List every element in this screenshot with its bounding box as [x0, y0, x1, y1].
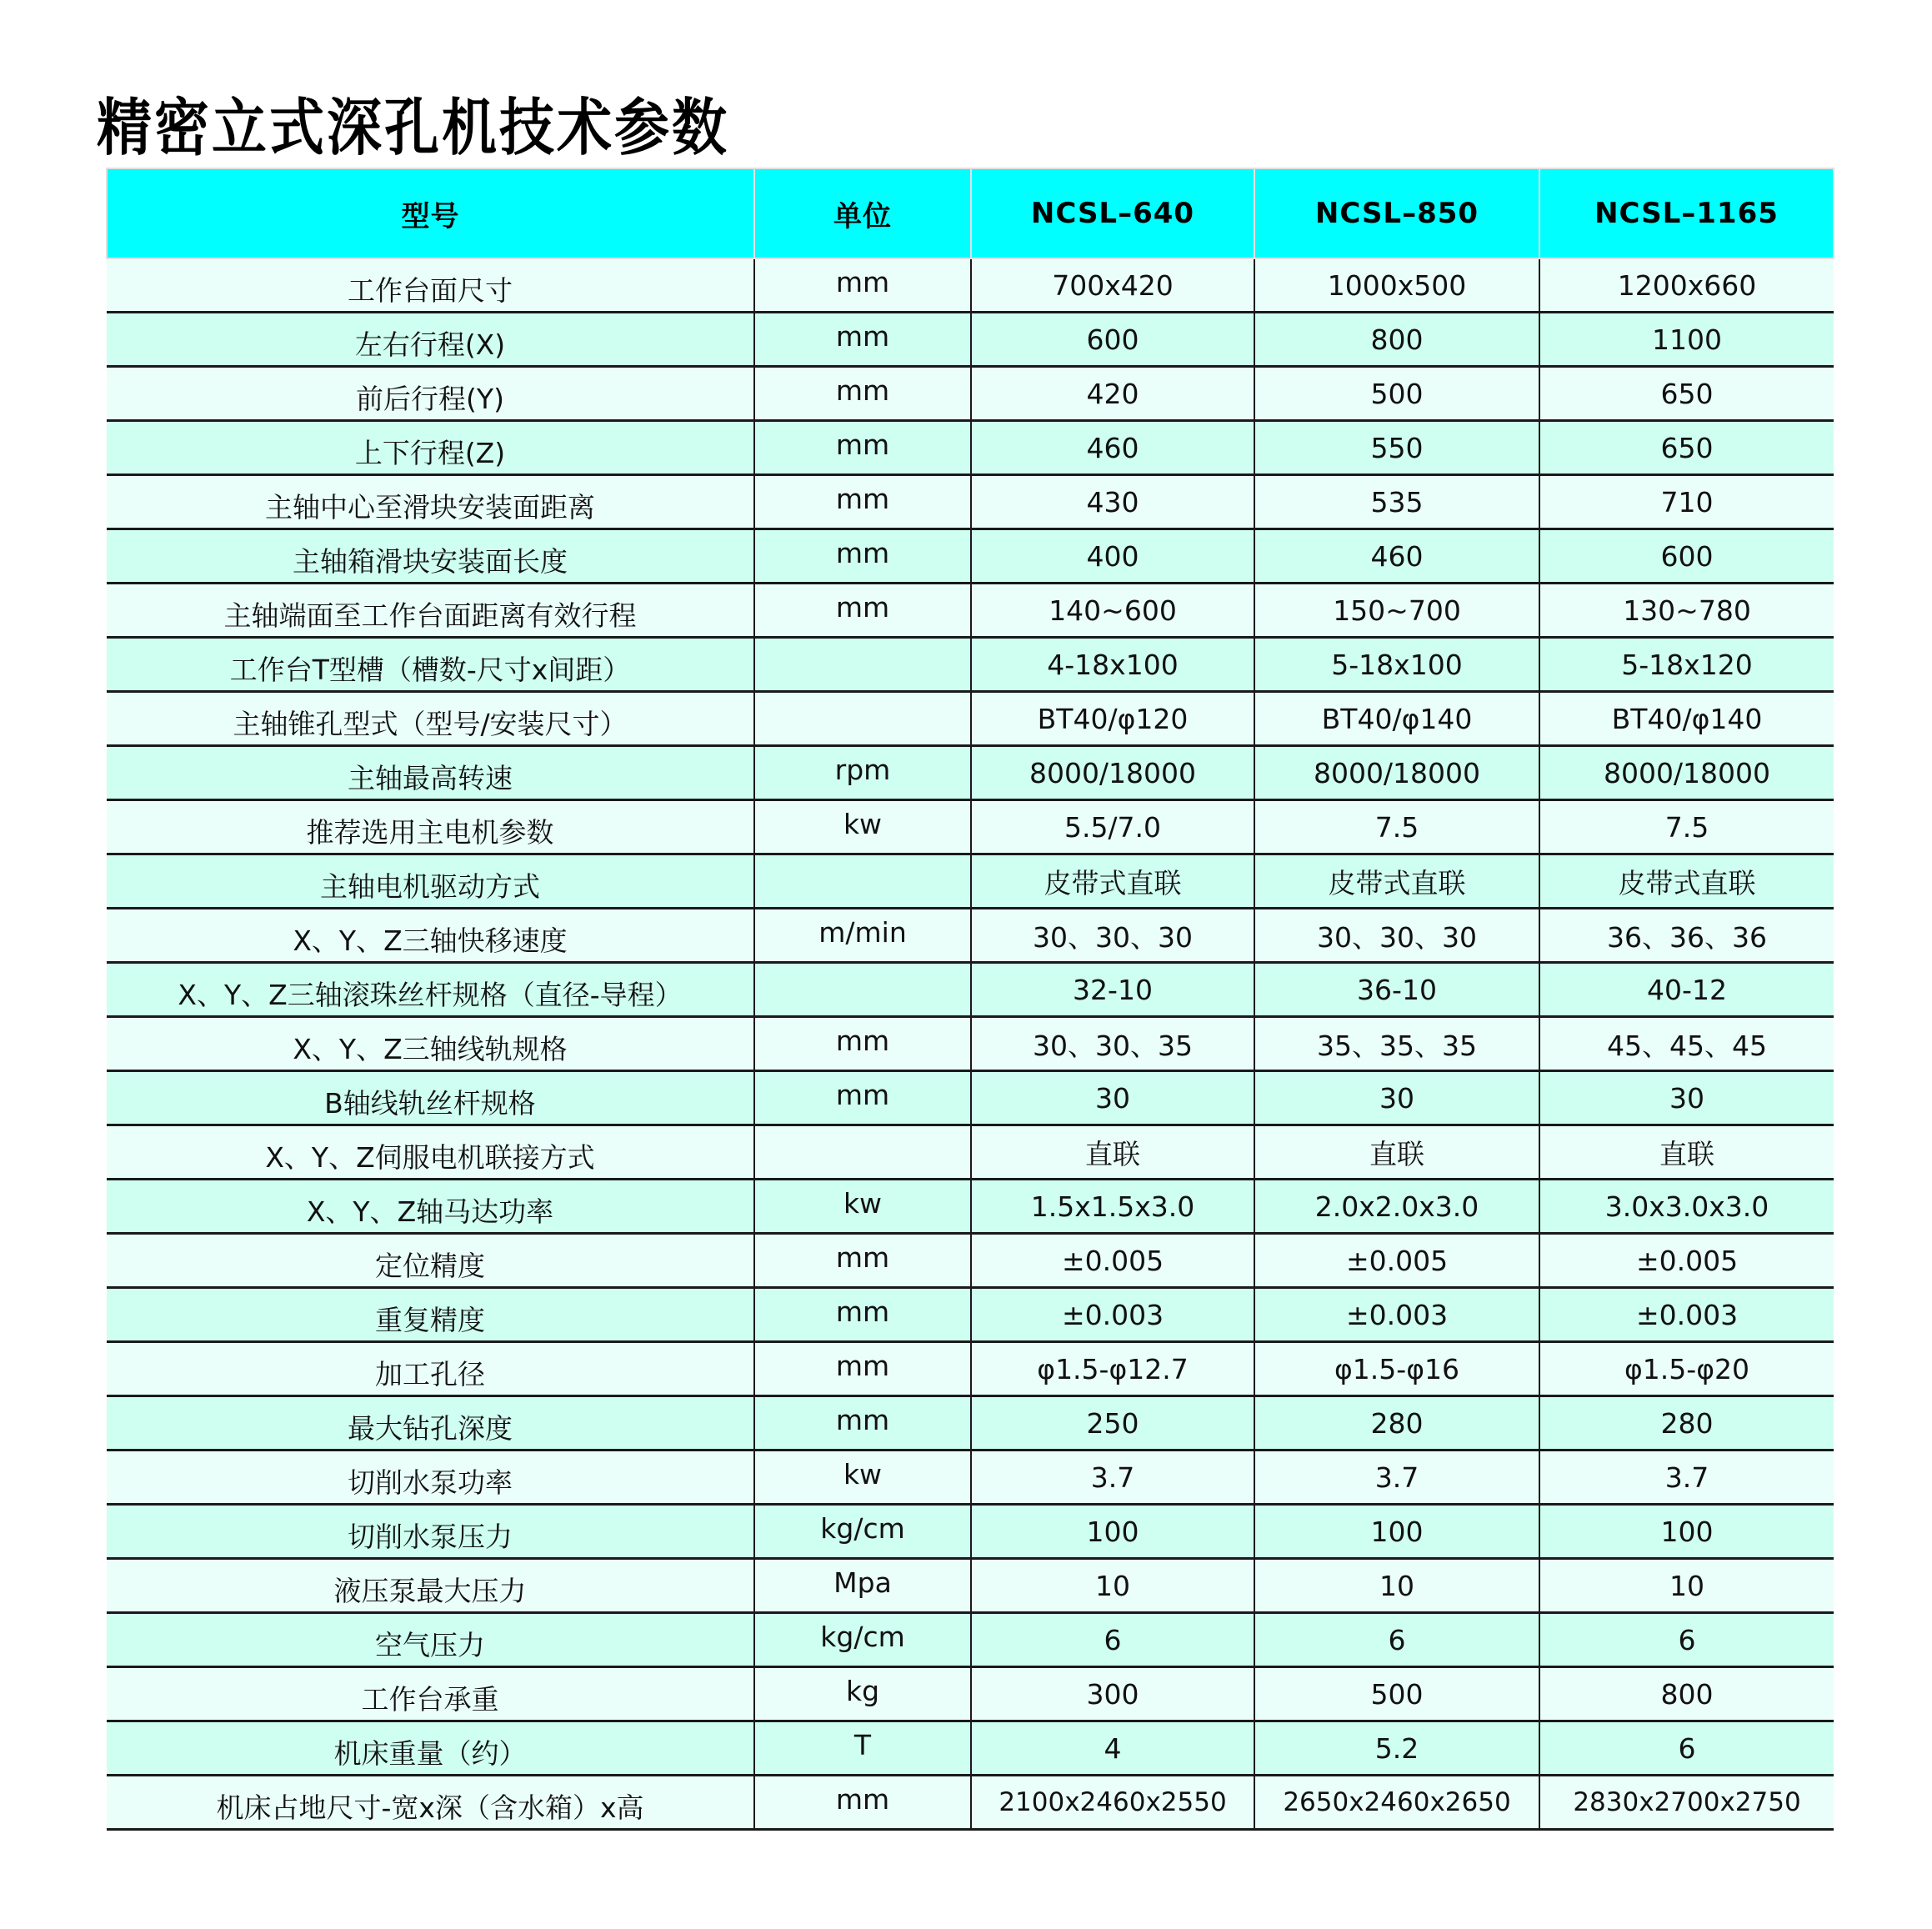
unit-value: mm [754, 421, 971, 475]
param-name: 主轴箱滑块安装面长度 [107, 529, 754, 584]
header-row [107, 168, 1834, 258]
value-ncsl-850: 1000x500 [1254, 258, 1539, 313]
table-row [107, 1017, 1834, 1071]
value-ncsl-640: 2100x2460x2550 [971, 1776, 1254, 1830]
value-ncsl-1165: 36、36、36 [1539, 909, 1834, 963]
value-ncsl-640: 8000/18000 [971, 746, 1254, 800]
table-row [107, 1776, 1834, 1830]
unit-value [754, 638, 971, 692]
table-row [107, 1180, 1834, 1234]
value-ncsl-850: 直联 [1254, 1125, 1539, 1180]
header-model-label: 型号 [107, 168, 754, 258]
table-row [107, 475, 1834, 529]
unit-value: mm [754, 1017, 971, 1071]
header-unit-label: 单位 [754, 168, 971, 258]
param-name: 最大钻孔深度 [107, 1396, 754, 1451]
value-ncsl-640: 300 [971, 1667, 1254, 1721]
value-ncsl-1165: 1100 [1539, 313, 1834, 367]
param-name: 加工孔径 [107, 1342, 754, 1396]
value-ncsl-1165: 7.5 [1539, 800, 1834, 854]
value-ncsl-640: 600 [971, 313, 1254, 367]
value-ncsl-850: ±0.003 [1254, 1288, 1539, 1342]
header-model-ncsl-640: NCSL–640 [971, 168, 1254, 258]
table-row [107, 909, 1834, 963]
value-ncsl-640: 皮带式直联 [971, 854, 1254, 909]
value-ncsl-850: 550 [1254, 421, 1539, 475]
page-title: 精密立式深孔机技术参数 [97, 91, 729, 164]
value-ncsl-1165: 直联 [1539, 1125, 1834, 1180]
value-ncsl-850: 150~700 [1254, 584, 1539, 638]
unit-value: kg/cm [754, 1505, 971, 1559]
unit-value: kg/cm [754, 1613, 971, 1667]
table-row [107, 692, 1834, 746]
value-ncsl-850: 6 [1254, 1613, 1539, 1667]
value-ncsl-640: BT40/φ120 [971, 692, 1254, 746]
table-row [107, 1342, 1834, 1396]
value-ncsl-640: 30、30、35 [971, 1017, 1254, 1071]
table-row [107, 258, 1834, 313]
unit-value [754, 963, 971, 1017]
table-row [107, 367, 1834, 421]
value-ncsl-640: 420 [971, 367, 1254, 421]
value-ncsl-640: 10 [971, 1559, 1254, 1613]
unit-value: rpm [754, 746, 971, 800]
unit-value: mm [754, 367, 971, 421]
value-ncsl-640: ±0.005 [971, 1234, 1254, 1288]
header-model-ncsl-1165: NCSL–1165 [1539, 168, 1834, 258]
value-ncsl-1165: 600 [1539, 529, 1834, 584]
table-row [107, 1396, 1834, 1451]
param-name: 工作台T型槽（槽数-尺寸x间距） [107, 638, 754, 692]
unit-value: mm [754, 1396, 971, 1451]
unit-value: kw [754, 800, 971, 854]
value-ncsl-1165: 5-18x120 [1539, 638, 1834, 692]
param-name: B轴线轨丝杆规格 [107, 1071, 754, 1125]
value-ncsl-1165: φ1.5-φ20 [1539, 1342, 1834, 1396]
value-ncsl-1165: 40-12 [1539, 963, 1834, 1017]
value-ncsl-640: 直联 [971, 1125, 1254, 1180]
unit-value: mm [754, 258, 971, 313]
table-row [107, 1288, 1834, 1342]
table-row [107, 963, 1834, 1017]
param-name: 空气压力 [107, 1613, 754, 1667]
unit-value: mm [754, 584, 971, 638]
param-name: 液压泵最大压力 [107, 1559, 754, 1613]
table-header [107, 168, 1834, 258]
value-ncsl-1165: 800 [1539, 1667, 1834, 1721]
value-ncsl-1165: 皮带式直联 [1539, 854, 1834, 909]
value-ncsl-1165: 650 [1539, 367, 1834, 421]
value-ncsl-1165: ±0.005 [1539, 1234, 1834, 1288]
header-model-ncsl-850: NCSL–850 [1254, 168, 1539, 258]
param-name: X、Y、Z三轴滚珠丝杆规格（直径-导程） [107, 963, 754, 1017]
value-ncsl-1165: 130~780 [1539, 584, 1834, 638]
table-row [107, 1451, 1834, 1505]
unit-value: mm [754, 1288, 971, 1342]
unit-value [754, 854, 971, 909]
spec-table [106, 168, 1834, 1831]
param-name: 工作台承重 [107, 1667, 754, 1721]
param-name: 左右行程(X) [107, 313, 754, 367]
value-ncsl-1165: 710 [1539, 475, 1834, 529]
value-ncsl-640: 6 [971, 1613, 1254, 1667]
param-name: 上下行程(Z) [107, 421, 754, 475]
unit-value: mm [754, 1234, 971, 1288]
param-name: 工作台面尺寸 [107, 258, 754, 313]
value-ncsl-850: BT40/φ140 [1254, 692, 1539, 746]
value-ncsl-1165: 10 [1539, 1559, 1834, 1613]
table-row [107, 313, 1834, 367]
value-ncsl-640: ±0.003 [971, 1288, 1254, 1342]
value-ncsl-850: 8000/18000 [1254, 746, 1539, 800]
value-ncsl-850: 皮带式直联 [1254, 854, 1539, 909]
param-name: 主轴电机驱动方式 [107, 854, 754, 909]
value-ncsl-850: 5-18x100 [1254, 638, 1539, 692]
value-ncsl-1165: 1200x660 [1539, 258, 1834, 313]
value-ncsl-1165: 30 [1539, 1071, 1834, 1125]
unit-value [754, 692, 971, 746]
value-ncsl-850: 535 [1254, 475, 1539, 529]
table-body [107, 258, 1834, 1830]
table-row [107, 800, 1834, 854]
value-ncsl-640: 4 [971, 1721, 1254, 1776]
value-ncsl-640: 140~600 [971, 584, 1254, 638]
table-row [107, 746, 1834, 800]
param-name: 机床重量（约） [107, 1721, 754, 1776]
value-ncsl-640: 30 [971, 1071, 1254, 1125]
value-ncsl-640: 460 [971, 421, 1254, 475]
value-ncsl-1165: 2830x2700x2750 [1539, 1776, 1834, 1830]
param-name: 主轴最高转速 [107, 746, 754, 800]
value-ncsl-850: 2650x2460x2650 [1254, 1776, 1539, 1830]
param-name: 定位精度 [107, 1234, 754, 1288]
value-ncsl-1165: 650 [1539, 421, 1834, 475]
value-ncsl-1165: 6 [1539, 1613, 1834, 1667]
value-ncsl-850: 2.0x2.0x3.0 [1254, 1180, 1539, 1234]
unit-value: kw [754, 1451, 971, 1505]
value-ncsl-640: 100 [971, 1505, 1254, 1559]
unit-value: kw [754, 1180, 971, 1234]
unit-value: mm [754, 475, 971, 529]
unit-value: mm [754, 529, 971, 584]
value-ncsl-850: 3.7 [1254, 1451, 1539, 1505]
value-ncsl-1165: ±0.003 [1539, 1288, 1834, 1342]
table-row [107, 1613, 1834, 1667]
unit-value: mm [754, 1342, 971, 1396]
value-ncsl-1165: 100 [1539, 1505, 1834, 1559]
table-row [107, 1125, 1834, 1180]
unit-value: mm [754, 313, 971, 367]
table-row [107, 1721, 1834, 1776]
table-row [107, 1071, 1834, 1125]
param-name: 前后行程(Y) [107, 367, 754, 421]
param-name: 切削水泵压力 [107, 1505, 754, 1559]
unit-value: m/min [754, 909, 971, 963]
value-ncsl-850: 500 [1254, 367, 1539, 421]
value-ncsl-640: 3.7 [971, 1451, 1254, 1505]
value-ncsl-850: 7.5 [1254, 800, 1539, 854]
table-row [107, 638, 1834, 692]
unit-value: mm [754, 1071, 971, 1125]
value-ncsl-1165: 6 [1539, 1721, 1834, 1776]
param-name: 主轴锥孔型式（型号/安装尺寸） [107, 692, 754, 746]
value-ncsl-850: 500 [1254, 1667, 1539, 1721]
table-row [107, 529, 1834, 584]
value-ncsl-1165: 280 [1539, 1396, 1834, 1451]
table-row [107, 1234, 1834, 1288]
value-ncsl-850: 460 [1254, 529, 1539, 584]
param-name: 主轴中心至滑块安装面距离 [107, 475, 754, 529]
param-name: 主轴端面至工作台面距离有效行程 [107, 584, 754, 638]
value-ncsl-640: 250 [971, 1396, 1254, 1451]
value-ncsl-850: φ1.5-φ16 [1254, 1342, 1539, 1396]
value-ncsl-1165: 3.7 [1539, 1451, 1834, 1505]
value-ncsl-640: 4-18x100 [971, 638, 1254, 692]
unit-value: kg [754, 1667, 971, 1721]
table-row [107, 1559, 1834, 1613]
value-ncsl-850: 35、35、35 [1254, 1017, 1539, 1071]
param-name: X、Y、Z三轴快移速度 [107, 909, 754, 963]
value-ncsl-1165: BT40/φ140 [1539, 692, 1834, 746]
value-ncsl-640: 5.5/7.0 [971, 800, 1254, 854]
value-ncsl-640: 32-10 [971, 963, 1254, 1017]
param-name: 切削水泵功率 [107, 1451, 754, 1505]
value-ncsl-850: 10 [1254, 1559, 1539, 1613]
value-ncsl-640: φ1.5-φ12.7 [971, 1342, 1254, 1396]
table-row [107, 1505, 1834, 1559]
value-ncsl-850: 36-10 [1254, 963, 1539, 1017]
param-name: 推荐选用主电机参数 [107, 800, 754, 854]
value-ncsl-850: 30、30、30 [1254, 909, 1539, 963]
table-row [107, 584, 1834, 638]
value-ncsl-640: 430 [971, 475, 1254, 529]
value-ncsl-1165: 8000/18000 [1539, 746, 1834, 800]
value-ncsl-850: 280 [1254, 1396, 1539, 1451]
value-ncsl-850: 800 [1254, 313, 1539, 367]
param-name: 重复精度 [107, 1288, 754, 1342]
value-ncsl-640: 30、30、30 [971, 909, 1254, 963]
param-name: X、Y、Z轴马达功率 [107, 1180, 754, 1234]
unit-value: Mpa [754, 1559, 971, 1613]
value-ncsl-640: 400 [971, 529, 1254, 584]
value-ncsl-850: ±0.005 [1254, 1234, 1539, 1288]
table-row [107, 1667, 1834, 1721]
param-name: X、Y、Z三轴线轨规格 [107, 1017, 754, 1071]
value-ncsl-640: 1.5x1.5x3.0 [971, 1180, 1254, 1234]
unit-value [754, 1125, 971, 1180]
table-row [107, 854, 1834, 909]
param-name: X、Y、Z伺服电机联接方式 [107, 1125, 754, 1180]
table-row [107, 421, 1834, 475]
unit-value: T [754, 1721, 971, 1776]
value-ncsl-1165: 3.0x3.0x3.0 [1539, 1180, 1834, 1234]
unit-value: mm [754, 1776, 971, 1830]
value-ncsl-1165: 45、45、45 [1539, 1017, 1834, 1071]
value-ncsl-850: 30 [1254, 1071, 1539, 1125]
value-ncsl-640: 700x420 [971, 258, 1254, 313]
param-name: 机床占地尺寸-宽x深（含水箱）x高 [107, 1776, 754, 1830]
value-ncsl-850: 5.2 [1254, 1721, 1539, 1776]
value-ncsl-850: 100 [1254, 1505, 1539, 1559]
